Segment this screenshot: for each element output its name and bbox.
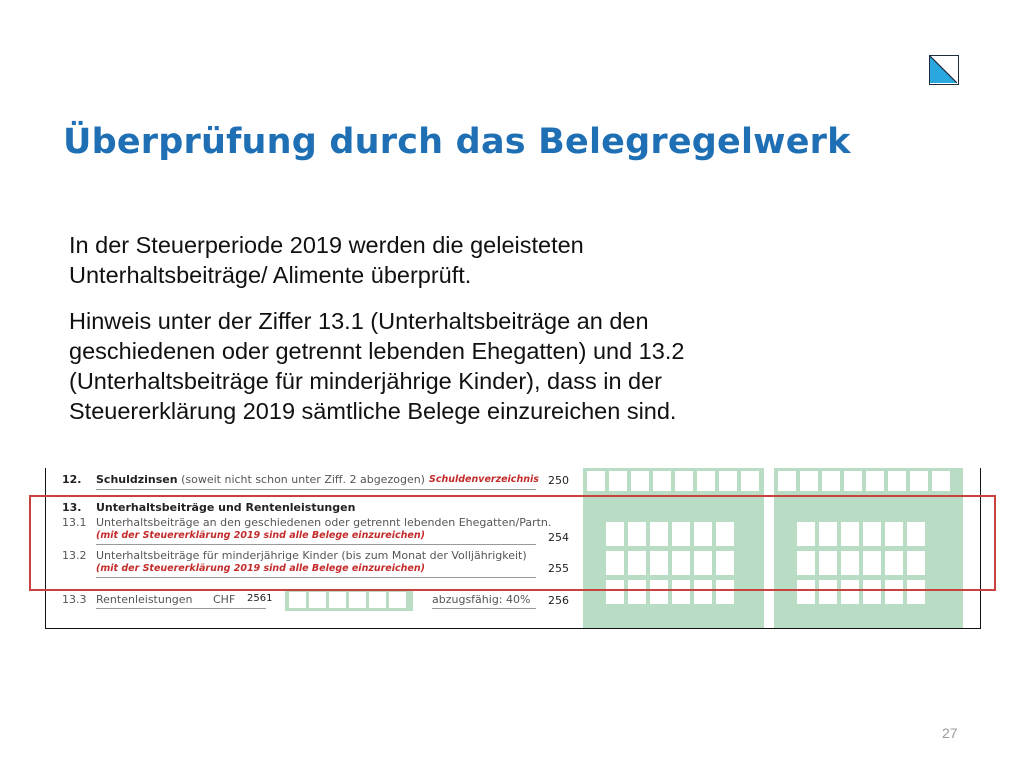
belege-note: (mit der Steuererklärung 2019 sind alle Belege einzureichen) [96, 530, 425, 541]
form-cell [606, 522, 624, 546]
form-cell [719, 471, 737, 491]
form-cell [606, 580, 624, 604]
form-cell [778, 471, 796, 491]
form-cell [910, 471, 928, 491]
form-cell [672, 580, 690, 604]
form-cell [672, 522, 690, 546]
divider [96, 577, 536, 578]
form-cell [675, 471, 693, 491]
form-cell [866, 471, 884, 491]
form-cell [863, 522, 881, 546]
form-cell [885, 522, 903, 546]
currency-label: CHF [213, 593, 236, 606]
tax-form-excerpt [45, 468, 981, 629]
row-number: 13. [62, 501, 82, 514]
divider [96, 489, 536, 490]
form-cell [694, 551, 712, 575]
form-cell [628, 522, 646, 546]
form-cell [885, 580, 903, 604]
form-cell [329, 592, 346, 608]
row-label: Rentenleistungen [96, 593, 193, 606]
amount-column-green [583, 468, 764, 629]
row-code: 254 [548, 531, 569, 544]
form-cell [694, 580, 712, 604]
row-label: Unterhaltsbeiträge an den geschiedenen oder getrennt lebenden Ehegatten/Partn. [96, 516, 552, 529]
schuldenverzeichnis-link[interactable]: Schuldenverzeichnis [429, 474, 539, 485]
form-cell [697, 471, 715, 491]
form-cell [907, 551, 925, 575]
row-label: Unterhaltsbeiträge für minderjährige Kinder (bis zum Monat der Volljährigkeit) [96, 549, 527, 562]
hint-line: (Unterhaltsbeiträge für minderjährige Kinder), dass in der [69, 368, 663, 394]
row-label: Unterhaltsbeiträge und Rentenleistungen [96, 501, 356, 514]
form-cell [587, 471, 605, 491]
form-cell [606, 551, 624, 575]
hint-line: Steuererklärung 2019 sämtliche Belege einzureichen sind. [69, 398, 677, 424]
form-cell [650, 551, 668, 575]
form-cell [819, 580, 837, 604]
form-cell [863, 580, 881, 604]
divider [96, 544, 536, 545]
form-cell [650, 580, 668, 604]
form-cell [716, 522, 734, 546]
hint-line: Hinweis unter der Ziffer 13.1 (Unterhaltsbeiträge an den [69, 308, 649, 334]
form-cell [800, 471, 818, 491]
belege-note: (mit der Steuererklärung 2019 sind alle Belege einzureichen) [96, 563, 425, 574]
form-cell [609, 471, 627, 491]
form-cell [741, 471, 759, 491]
row-number: 13.2 [62, 549, 87, 562]
intro-line: Unterhaltsbeiträge/ Alimente überprüft. [69, 262, 472, 288]
form-cell [289, 592, 306, 608]
form-cell [819, 551, 837, 575]
form-cell [389, 592, 406, 608]
canton-logo-icon [929, 55, 959, 85]
row-number: 13.1 [62, 516, 87, 529]
form-cell [650, 522, 668, 546]
slide-title: Überprüfung durch das Belegregelwerk [63, 122, 851, 162]
hint-paragraph [69, 306, 829, 426]
form-cell [907, 522, 925, 546]
form-cell [716, 551, 734, 575]
form-cell [844, 471, 862, 491]
form-cell [888, 471, 906, 491]
form-cell [716, 580, 734, 604]
form-cell [797, 522, 815, 546]
form-cell [907, 580, 925, 604]
divider [96, 608, 266, 609]
form-cell [653, 471, 671, 491]
form-cell [628, 551, 646, 575]
form-cell [797, 551, 815, 575]
form-cell [885, 551, 903, 575]
hint-line: geschiedenen oder getrennt lebenden Ehegatten) und 13.2 [69, 338, 685, 364]
form-cell [841, 522, 859, 546]
row-number: 12. [62, 473, 82, 486]
amount-column-green [774, 468, 963, 629]
intro-paragraph [69, 230, 829, 290]
form-cell [628, 580, 646, 604]
form-cell [932, 471, 950, 491]
form-cell [672, 551, 690, 575]
row-number: 13.3 [62, 593, 87, 606]
row-label: Schuldzinsen (soweit nicht schon unter Ziff. 2 abgezogen) [96, 473, 425, 486]
row-code: 256 [548, 594, 569, 607]
form-cell [822, 471, 840, 491]
divider [432, 608, 536, 609]
form-cell [863, 551, 881, 575]
row-code: 255 [548, 562, 569, 575]
row-code: 250 [548, 474, 569, 487]
form-cell [369, 592, 386, 608]
form-cell [631, 471, 649, 491]
form-cell [309, 592, 326, 608]
page-number: 27 [942, 725, 958, 741]
form-cell [841, 551, 859, 575]
form-cell [841, 580, 859, 604]
form-cell [797, 580, 815, 604]
form-cell [349, 592, 366, 608]
form-cell [819, 522, 837, 546]
form-cell [694, 522, 712, 546]
field-code: 2561 [247, 593, 273, 604]
intro-line: In der Steuerperiode 2019 werden die geleisteten [69, 232, 584, 258]
deductible-label: abzugsfähig: 40% [432, 593, 531, 606]
